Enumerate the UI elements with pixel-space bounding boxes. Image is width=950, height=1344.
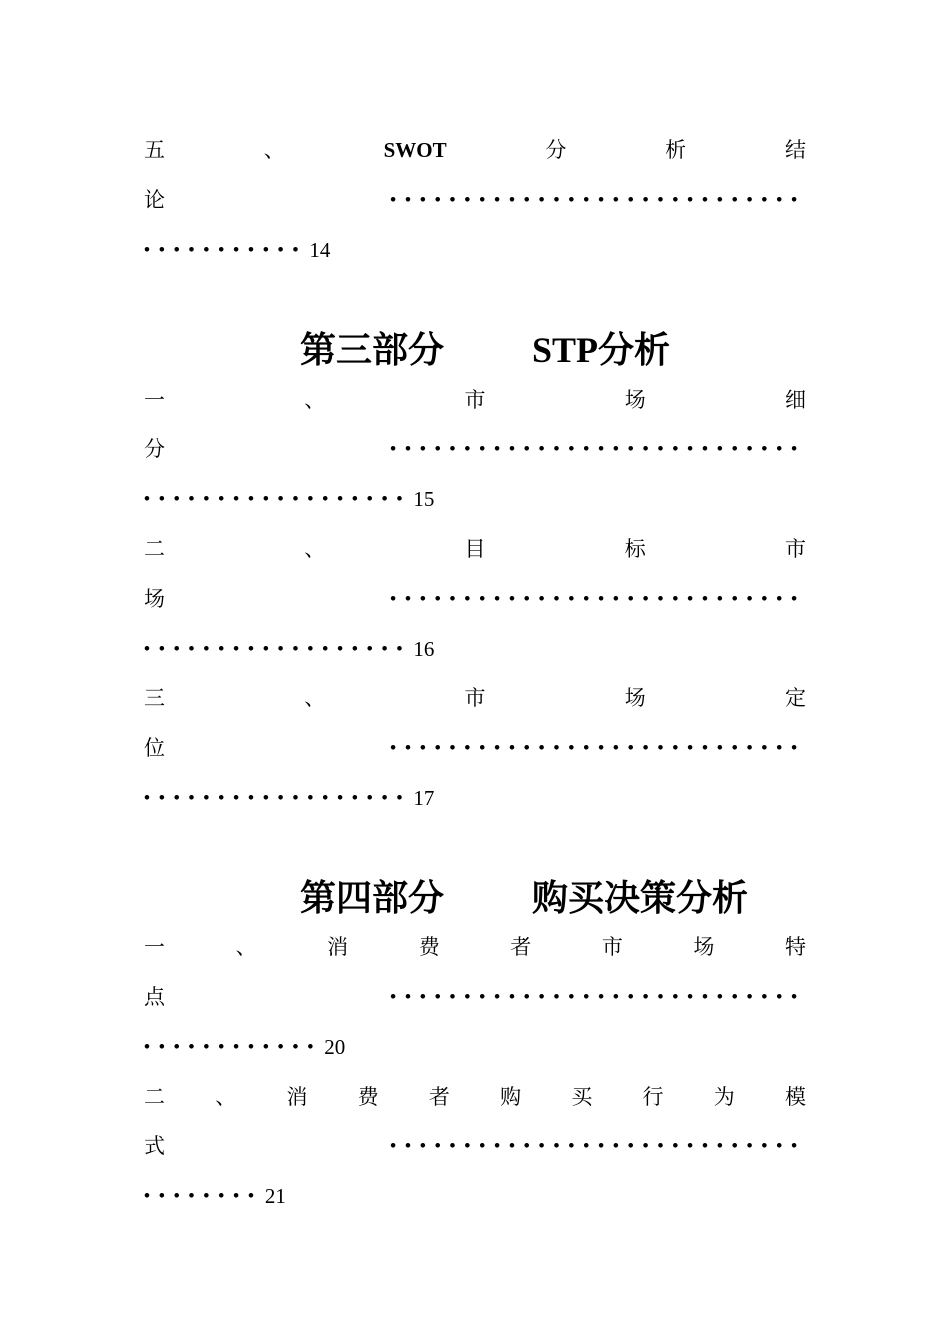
toc-entry-target-market-title[interactable] — [144, 534, 806, 564]
toc-entry-buying-behavior-leader — [144, 1131, 806, 1161]
page-number[interactable]: 16 — [413, 637, 435, 661]
section-heading-part-four — [300, 876, 748, 920]
toc-char: 目 — [464, 537, 486, 561]
toc-char: 分 — [545, 138, 567, 162]
toc-char: 购 — [500, 1085, 522, 1109]
dot-leader: •••••••••••••••••• — [144, 639, 412, 658]
dot-leader: •••••••••••••••••••••••••••• — [390, 190, 806, 209]
toc-char: 一 — [144, 388, 165, 412]
toc-entry-positioning-leader — [144, 733, 806, 763]
toc-char: 、 — [215, 1085, 237, 1109]
dot-leader: •••••••••••••••••••••••••••• — [390, 439, 806, 458]
dot-leader: •••••••• — [144, 1186, 263, 1205]
toc-entry-consumer-market-title[interactable] — [144, 932, 806, 962]
toc-cont-char: 论 — [144, 188, 165, 212]
toc-cont-char: 式 — [144, 1134, 165, 1158]
page-number[interactable]: 15 — [413, 487, 435, 511]
toc-char: 五 — [144, 138, 165, 162]
toc-char: 费 — [418, 935, 440, 959]
dot-leader: •••••••••••••••••• — [144, 788, 412, 807]
toc-char: 、 — [304, 537, 326, 561]
toc-char: 者 — [510, 935, 532, 959]
section-part-label: 第三部分 — [300, 329, 445, 371]
dot-leader: •••••••••••••••••••••••••••• — [390, 1136, 806, 1155]
toc-char: 场 — [624, 686, 646, 710]
toc-char: 买 — [571, 1085, 593, 1109]
toc-entry-buying-behavior-tail — [144, 1181, 286, 1211]
toc-cont-char: 点 — [144, 985, 165, 1009]
toc-char: 模 — [784, 1085, 806, 1109]
toc-entry-consumer-market-leader — [144, 982, 806, 1012]
toc-char: 市 — [464, 686, 486, 710]
toc-entry-consumer-market-tail — [144, 1032, 345, 1062]
toc-entry-positioning-tail — [144, 783, 434, 813]
toc-char: 行 — [642, 1085, 664, 1109]
section-title: 购买决策分析 — [532, 878, 749, 918]
toc-char: 、 — [304, 686, 326, 710]
dot-leader: •••••••••••• — [144, 1037, 323, 1056]
dot-leader: •••••••••••••••••••••••••••• — [390, 589, 806, 608]
toc-char: 、 — [235, 935, 257, 959]
toc-entry-target-market-tail — [144, 634, 434, 664]
toc-entry-segmentation-leader — [144, 434, 806, 464]
toc-char: 消 — [327, 935, 349, 959]
toc-char: 析 — [665, 138, 687, 162]
toc-char: 结 — [784, 138, 806, 162]
toc-char: 市 — [464, 388, 486, 412]
toc-cont-char: 位 — [144, 736, 165, 760]
dot-leader: •••••••••••••••••••••••••••• — [390, 738, 806, 757]
toc-entry-swot-leader — [144, 185, 806, 215]
toc-char: 、 — [304, 388, 326, 412]
toc-char: 消 — [286, 1085, 308, 1109]
toc-char: 标 — [624, 537, 646, 561]
toc-entry-segmentation-title[interactable] — [144, 385, 806, 415]
toc-char: 为 — [713, 1085, 735, 1109]
page-number[interactable]: 14 — [309, 238, 331, 262]
toc-char: 二 — [144, 537, 165, 561]
toc-entry-positioning-title[interactable] — [144, 683, 806, 713]
toc-cont-char: 分 — [144, 437, 165, 461]
toc-char: 市 — [601, 935, 623, 959]
toc-char: 费 — [357, 1085, 379, 1109]
toc-char: 二 — [144, 1085, 165, 1109]
page-number[interactable]: 17 — [413, 786, 435, 810]
dot-leader: ••••••••••• — [144, 240, 308, 259]
section-heading-part-three — [300, 328, 670, 372]
toc-entry-segmentation-tail — [144, 484, 434, 514]
dot-leader: •••••••••••••••••••••••••••• — [390, 987, 806, 1006]
toc-char: 定 — [785, 686, 806, 710]
toc-cont-char: 场 — [144, 587, 165, 611]
toc-entry-swot-tail — [144, 235, 330, 265]
toc-entry-swot-title[interactable] — [144, 135, 806, 165]
dot-leader: •••••••••••••••••• — [144, 489, 412, 508]
toc-char: 、 — [263, 138, 285, 162]
toc-char: 市 — [785, 537, 806, 561]
toc-char: 场 — [693, 935, 715, 959]
toc-entry-target-market-leader — [144, 584, 806, 614]
page-number[interactable]: 21 — [264, 1184, 286, 1208]
section-title: STP分析 — [532, 330, 671, 370]
toc-char: SWOT — [383, 138, 447, 162]
page-number[interactable]: 20 — [324, 1035, 346, 1059]
toc-char: 一 — [144, 935, 165, 959]
toc-char: 细 — [785, 388, 806, 412]
toc-entry-buying-behavior-title[interactable] — [144, 1082, 806, 1112]
toc-char: 特 — [784, 935, 806, 959]
toc-char: 三 — [144, 686, 165, 710]
toc-char: 者 — [428, 1085, 450, 1109]
section-part-label: 第四部分 — [300, 877, 445, 919]
toc-char: 场 — [624, 388, 646, 412]
